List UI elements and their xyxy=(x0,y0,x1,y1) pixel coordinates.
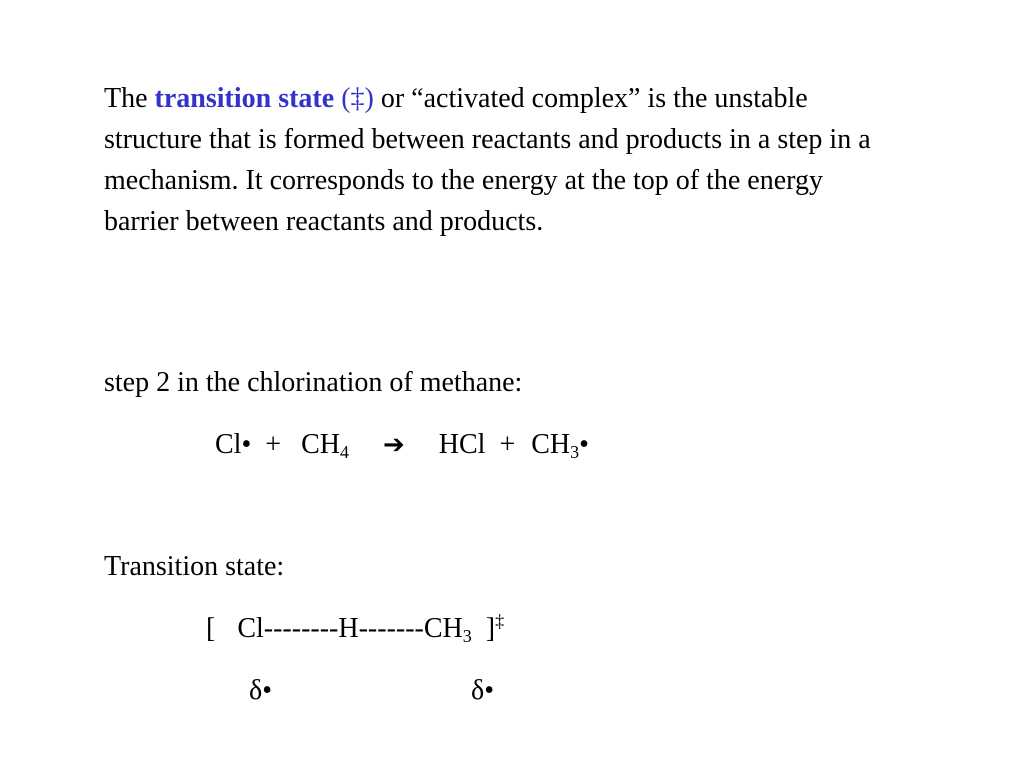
reaction-equation xyxy=(215,428,589,462)
structure-formula: Cl--------H-------CH xyxy=(237,613,463,644)
definition-term: transition state xyxy=(154,83,335,114)
methyl-subscript: 3 xyxy=(570,442,580,462)
reactant-methane: $CH_4$ xyxy=(301,429,349,462)
definition-prefix: The xyxy=(104,83,155,114)
structure-subscript: 3 xyxy=(462,626,472,646)
reaction-arrow-icon: ➔ xyxy=(382,430,405,460)
close-bracket: ] xyxy=(485,613,496,644)
reactant-chlorine-radical: Cl• xyxy=(215,429,252,460)
double-dagger-superscript: ‡ xyxy=(495,611,505,631)
double-dagger-symbol: (‡) xyxy=(334,83,374,114)
partial-charge-left: δ• xyxy=(249,675,272,706)
step-heading: step 2 in the chlorination of methane: xyxy=(104,367,523,398)
product-methyl-radical: $CH_3•$ xyxy=(531,429,589,462)
definition-text: or “activated complex” is the unstable structure that is formed between reactants and products in a step in a mechanism. It corresponds to the energy at the top of the energy barrier between reactants and products. xyxy=(104,83,871,237)
definition-paragraph xyxy=(104,78,894,242)
product-hcl: HCl xyxy=(438,429,486,460)
methane-subscript: 4 xyxy=(339,442,349,462)
transition-heading: Transition state: xyxy=(104,551,285,582)
plus-sign: + xyxy=(499,429,516,460)
transition-structure xyxy=(206,612,504,646)
open-bracket: [ xyxy=(206,613,216,644)
partial-charge-right: δ• xyxy=(471,675,494,706)
plus-sign: + xyxy=(265,429,282,460)
